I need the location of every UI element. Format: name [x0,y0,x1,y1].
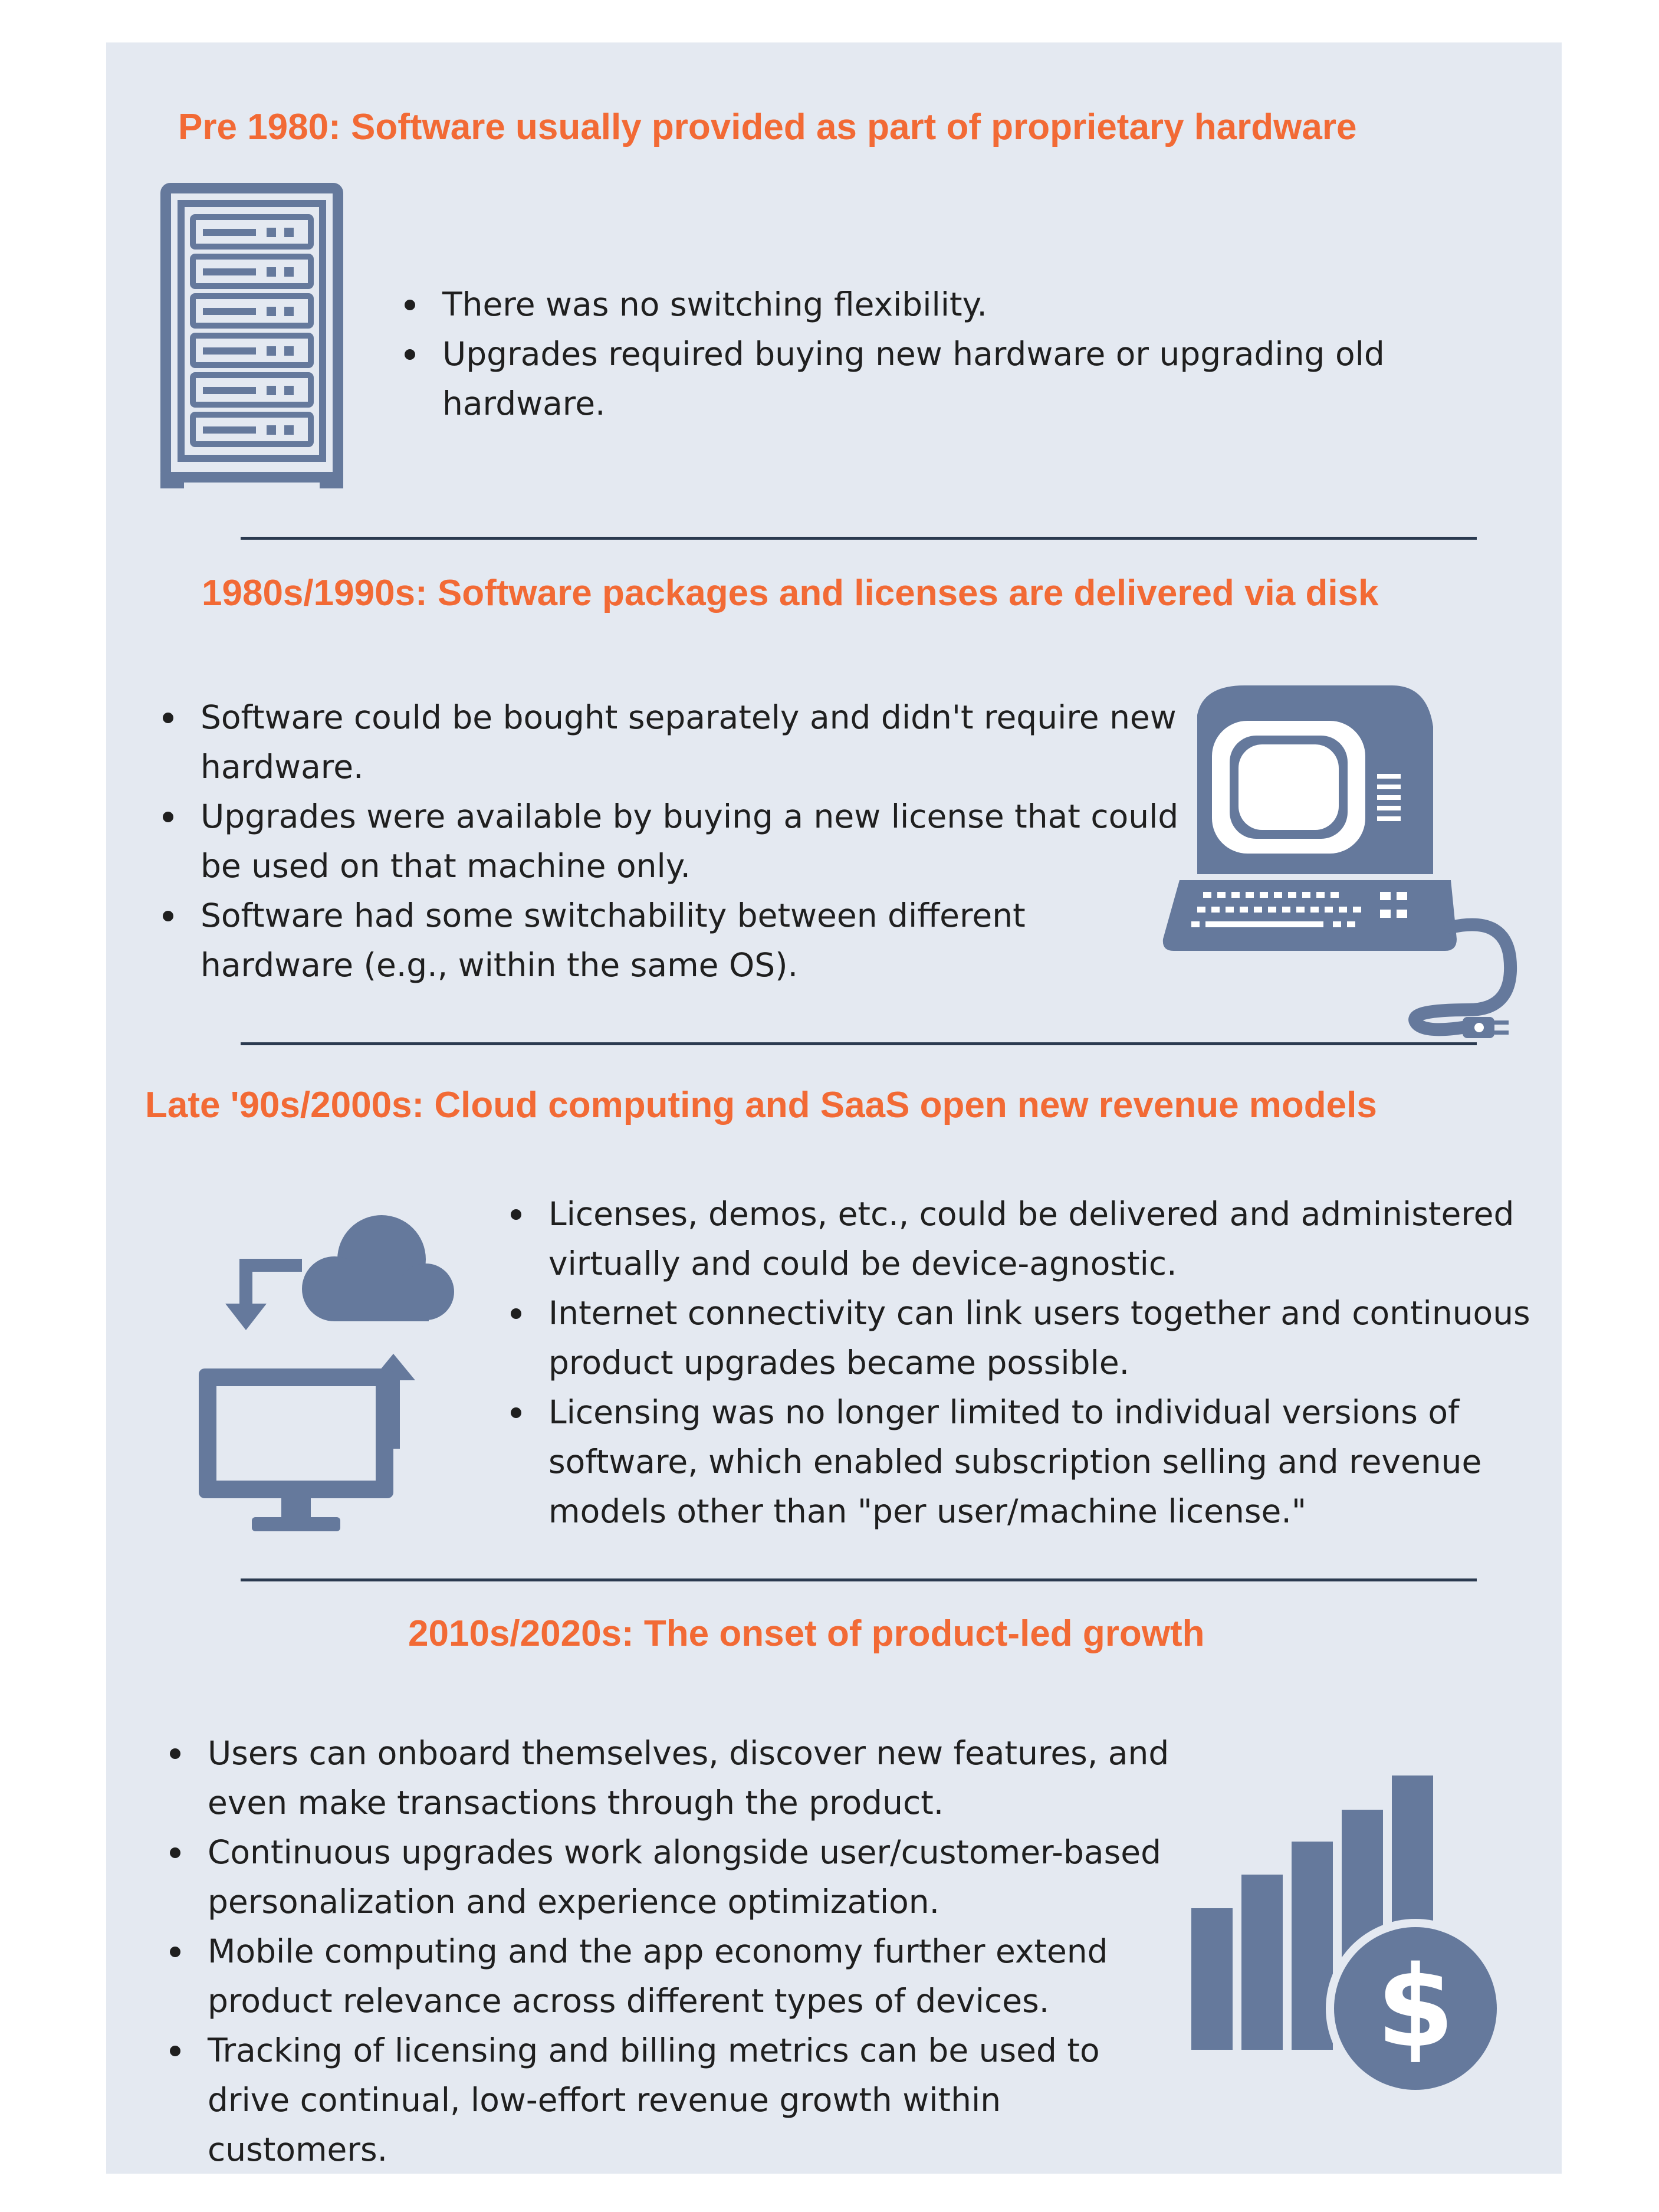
section-heading-1980s-1990s: 1980s/1990s: Software packages and licenses are delivered via disk [202,573,1379,613]
section-heading-2010s-2020s: 2010s/2020s: The onset of product-led growth [408,1613,1205,1654]
server-rack-icon [160,183,343,488]
section-divider [241,1578,1477,1581]
section-divider [241,1042,1477,1045]
bullet-list-2010s-2020s [166,1728,1187,2174]
list-item: Software had some switchability between different hardware (e.g., within the same OS). [159,891,1180,990]
list-item: There was no switching flexibility. [401,280,1510,329]
list-item: Upgrades were available by buying a new license that could be used on that machine only. [159,792,1180,891]
svg-text:$: $ [1376,1942,1455,2072]
vintage-computer-icon [1156,680,1533,1045]
list-item: Continuous upgrades work alongside user/customer-based personalization and experience optimization. [166,1827,1187,1927]
bullet-list-1980s-1990s [159,693,1180,990]
revenue-growth-chart-icon [1180,1770,1510,2106]
list-item: Licensing was no longer limited to individual versions of software, which enabled subscription selling and revenue models other than "per user/machine license." [507,1387,1533,1536]
list-item: Software could be bought separately and didn't require new hardware. [159,693,1180,792]
bullet-list-late-90s-2000s [507,1189,1533,1536]
list-item: Users can onboard themselves, discover new features, and even make transactions through the product. [166,1728,1187,1827]
section-heading-late-90s-2000s: Late '90s/2000s: Cloud computing and SaaS open new revenue models [145,1085,1377,1125]
bullet-list-pre-1980 [401,280,1510,428]
infographic-panel [106,42,1562,2174]
list-item: Internet connectivity can link users together and continuous product upgrades became possible. [507,1288,1533,1387]
cloud-sync-monitor-icon [190,1203,485,1540]
list-item: Licenses, demos, etc., could be delivered and administered virtually and could be device-agnostic. [507,1189,1533,1288]
list-item: Upgrades required buying new hardware or upgrading old hardware. [401,329,1510,428]
section-divider [241,537,1477,540]
section-heading-pre-1980: Pre 1980: Software usually provided as part of proprietary hardware [178,107,1357,147]
list-item: Mobile computing and the app economy further extend product relevance across different types of devices. [166,1927,1187,2026]
list-item: Tracking of licensing and billing metrics can be used to drive continual, low-effort revenue growth within customers. [166,2026,1187,2174]
